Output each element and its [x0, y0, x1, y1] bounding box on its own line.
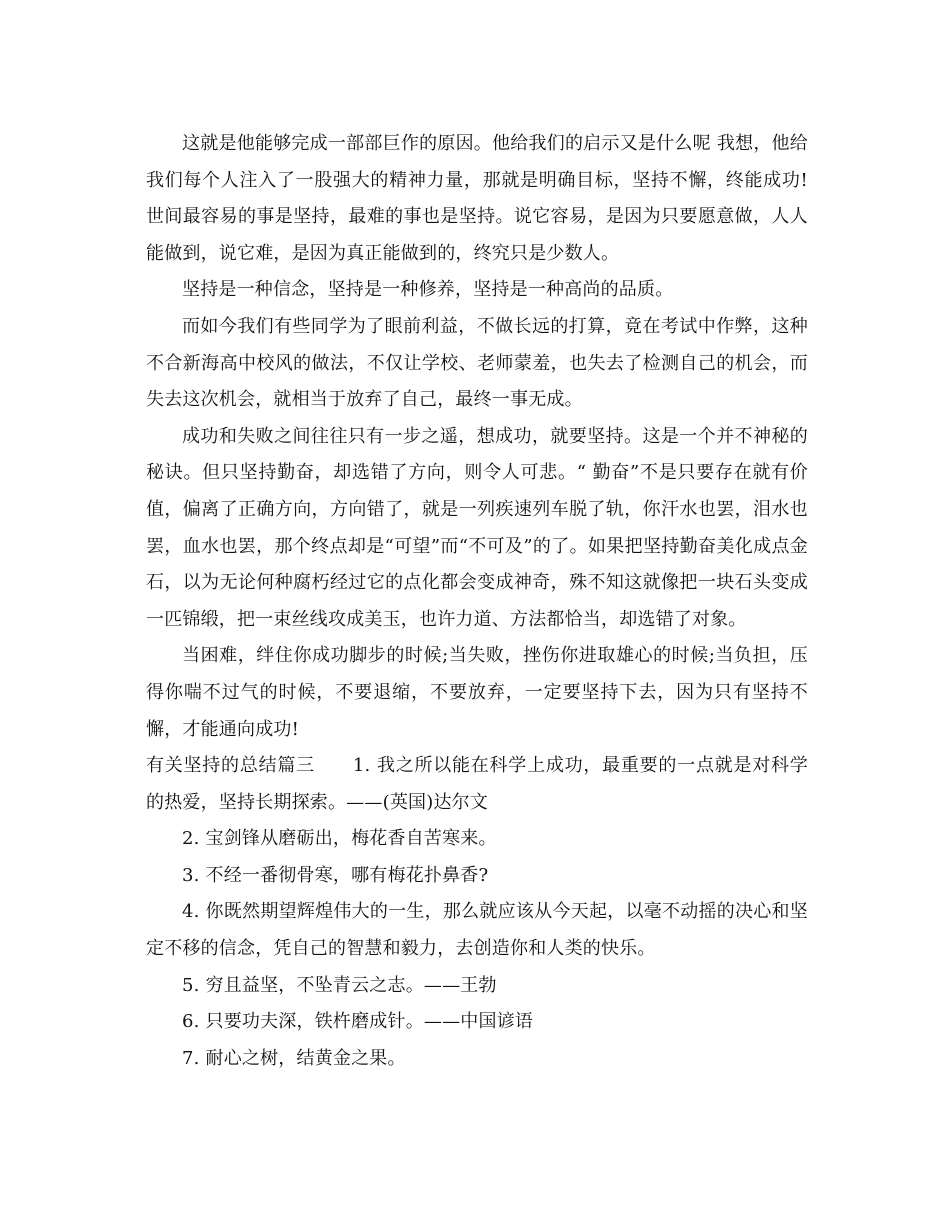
list-item-7: 7. 耐心之树，结黄金之果。 — [182, 1047, 406, 1069]
list-item-2: 2. 宝剑锋从磨砺出，梅花香自苦寒来。 — [182, 828, 497, 850]
paragraph-2: 坚持是一种信念，坚持是一种修养，坚持是一种高尚的品质。 — [182, 279, 674, 301]
paragraph-3: 而如今我们有些同学为了眼前利益，不做长远的打算，竟在考试中作弊，这种不合新海高中校风的做法，不仅让学校、老师蒙羞，也失去了检测自己的机会，而失去这次机会，就相当于放弃了自己，最终一事无成。 — [146, 315, 808, 411]
paragraph-1: 这就是他能够完成一部部巨作的原因。他给我们的启示又是什么呢 我想，他给我们每个人注入了一股强大的精神力量，那就是明确目标，坚持不懈，终能成功!世间最容易的事是坚持，最难的事也是坚持。说它容易，是因为只要愿意做，人人能做到，说它难，是因为真正能做到的，终究只是少数人。 — [146, 133, 808, 264]
list-item-5: 5. 穷且益坚，不坠青云之志。——王勃 — [182, 974, 497, 996]
list-item-4: 4. 你既然期望辉煌伟大的一生，那么就应该从今天起，以毫不动摇的决心和坚定不移的信念，凭自己的智慧和毅力，去创造你和人类的快乐。 — [146, 901, 808, 960]
section-heading: 有关坚持的总结篇三 — [146, 755, 315, 777]
list-item-1: 1. 我之所以能在科学上成功，最重要的一点就是对科学的热爱，坚持长期探索。——(英国)达尔文 — [146, 755, 808, 813]
paragraph-5: 当困难，绊住你成功脚步的时候;当失败，挫伤你进取雄心的时候;当负担，压得你喘不过气的时候，不要退缩，不要放弃，一定要坚持下去，因为只有坚持不懈，才能通向成功! — [146, 645, 808, 740]
document-page — [146, 126, 808, 1077]
list-item-6: 6. 只要功夫深，铁杵磨成针。——中国谚语 — [182, 1011, 534, 1033]
list-item-3: 3. 不经一番彻骨寒，哪有梅花扑鼻香? — [182, 864, 489, 886]
section-block — [146, 748, 808, 821]
paragraph-4: 成功和失败之间往往只有一步之遥，想成功，就要坚持。这是一个并不神秘的秘诀。但只坚持勤奋，却选错了方向，则令人可悲。“ 勤奋”不是只要存在就有价值，偏离了正确方向，方向错了，就是一列疾速列车脱了轨，你汗水也罢，泪水也罢，血水也罢，那个终点却是“可望”而“不可及”的了。如果把坚持勤奋美化成点金石，以为无论何种腐朽经过它的点化都会变成神奇，殊不知这就像把一块石头变成一匹锦缎，把一束丝线攻成美玉，也许力道、方法都恰当，却选错了对象。 — [146, 425, 808, 630]
